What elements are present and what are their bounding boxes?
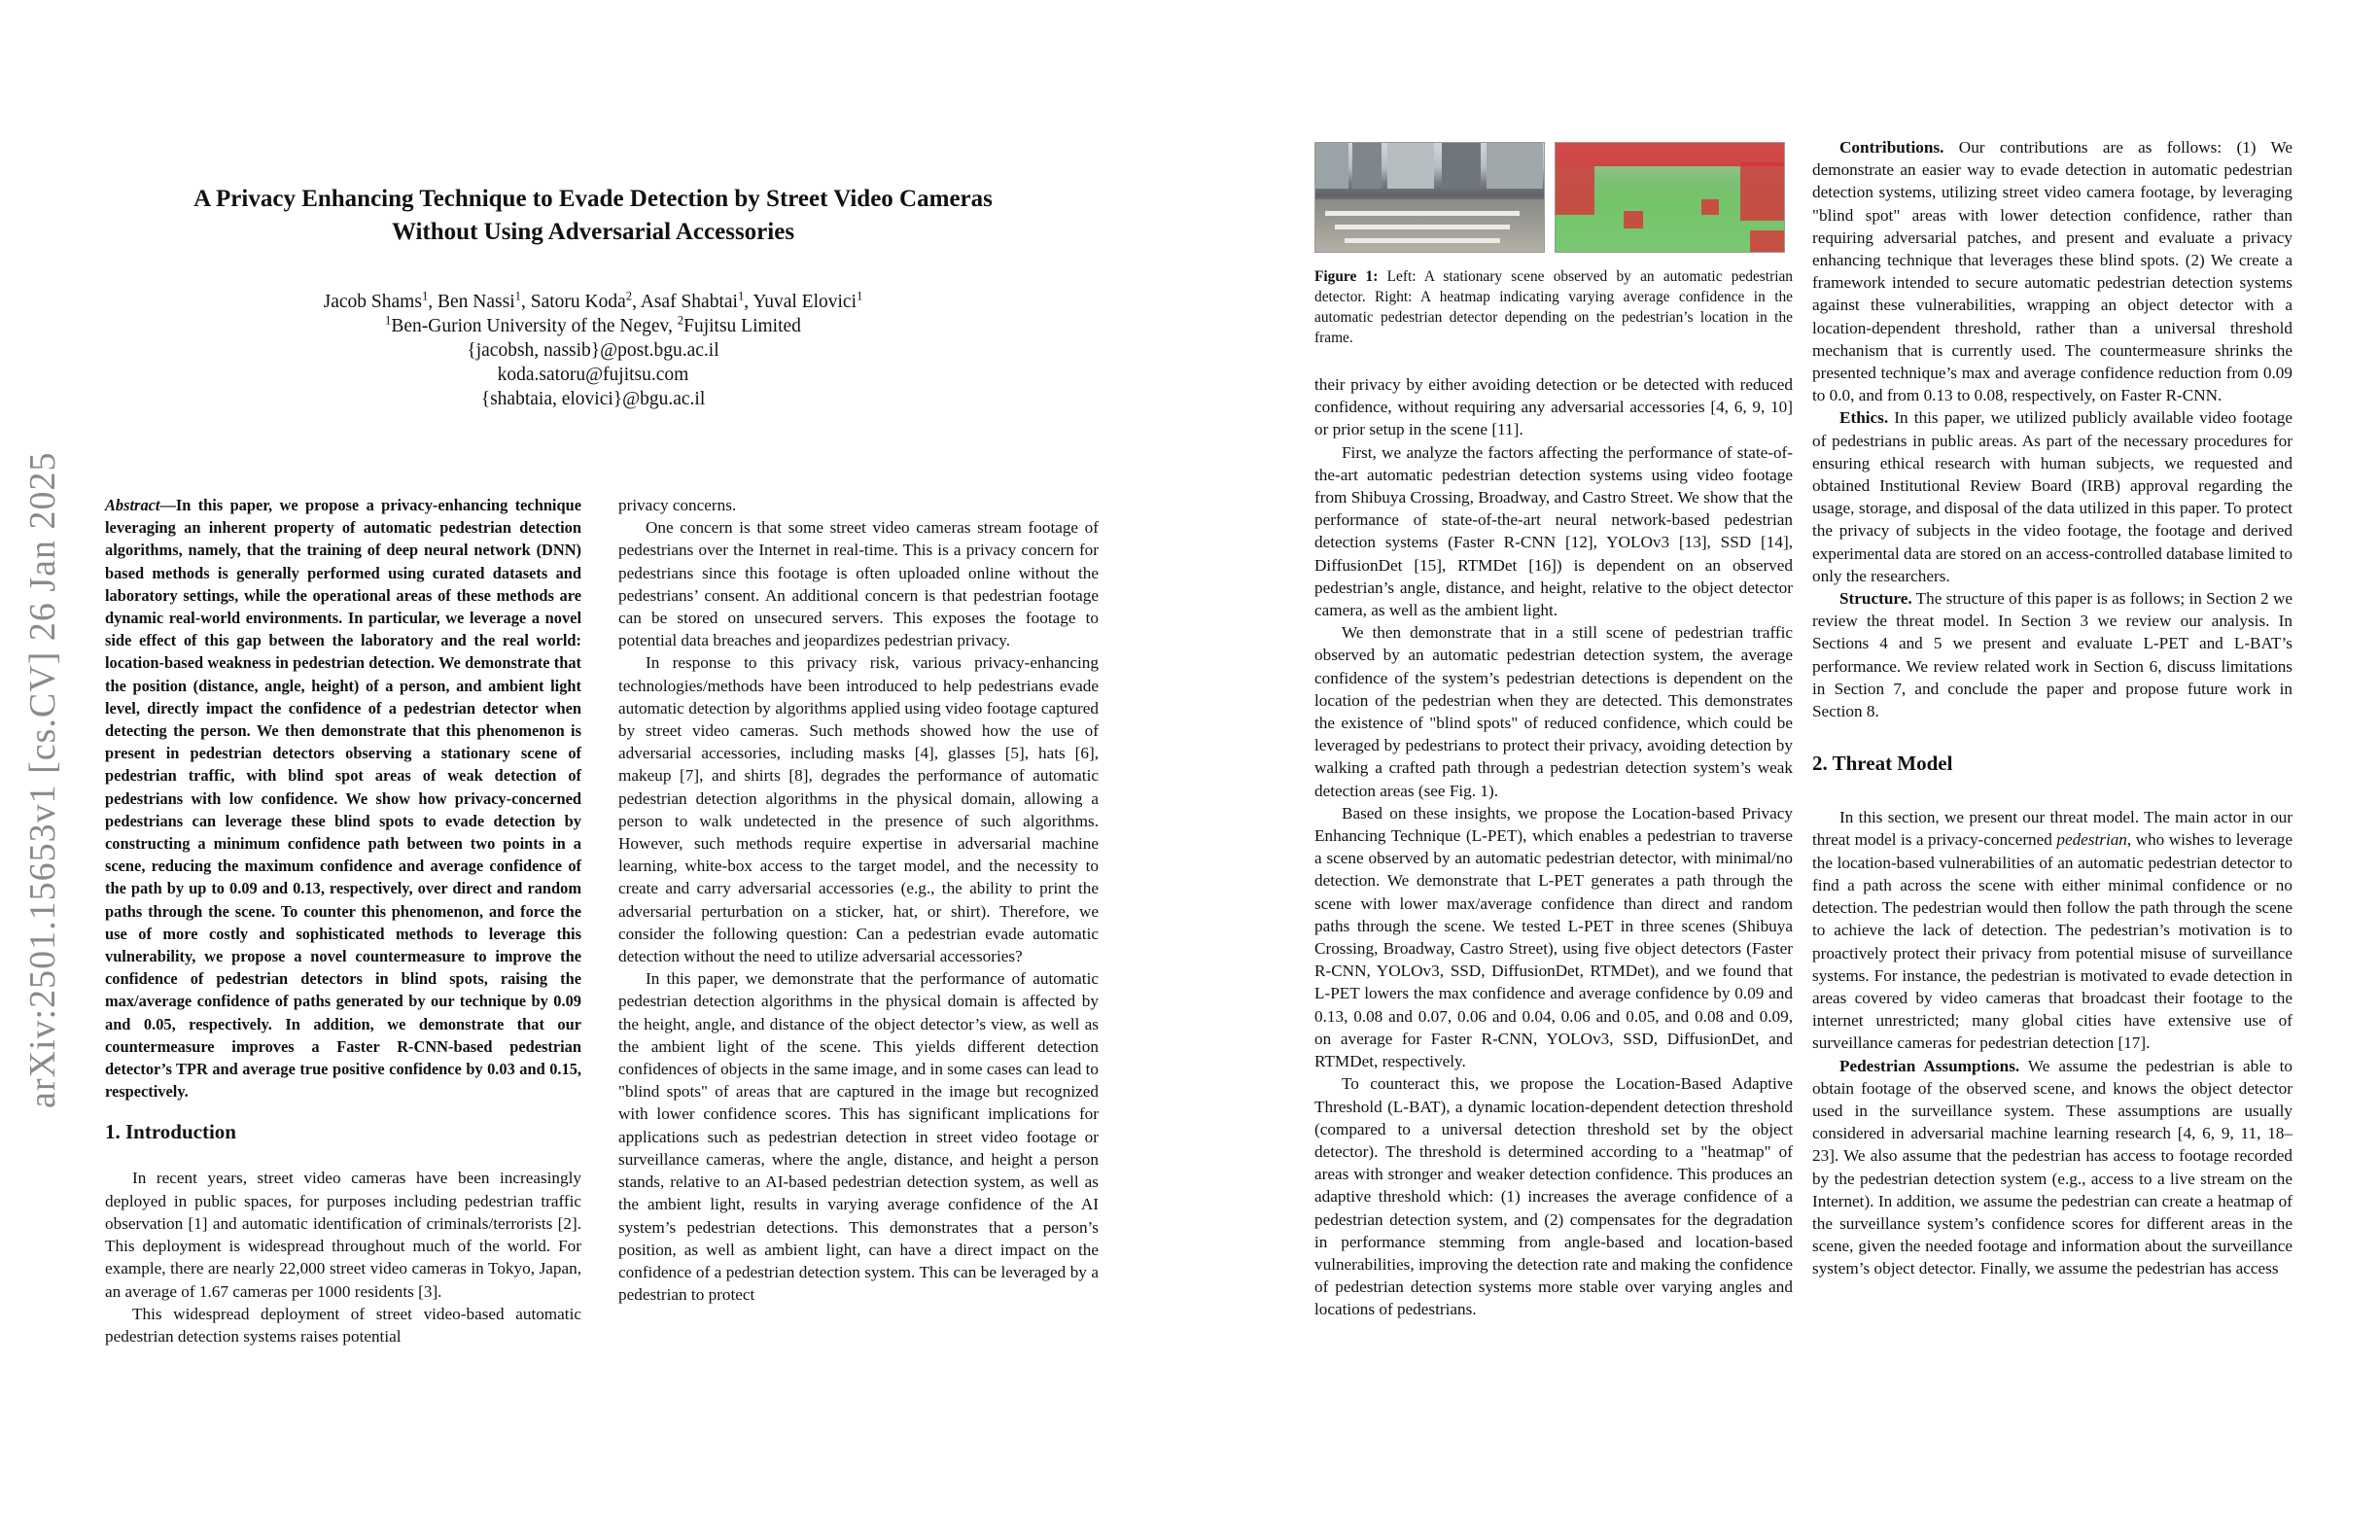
affiliation-number: 2 [677, 313, 684, 328]
title-line-1: A Privacy Enhancing Technique to Evade Detection by Street Video Cameras [193, 186, 993, 212]
paragraph-continuation: privacy concerns. [618, 496, 737, 514]
body-paragraph: We then demonstrate that in a still scene of pedestrian traffic observed by an automatic pedestrian detection system, the average confidence of the system’s pedestrian detections is dependent on the location of the pedestrian when they are detected. This demonstrates the existence of "blind spots" of reduced confidence, which could be leveraged by pedestrians to protect their privacy, avoiding detection by walking a crafted path through a pedestrian detection system’s weak detection areas (see Fig. 1). [1314, 623, 1793, 800]
paragraph-text: We assume the pedestrian is able to obtain footage of the observed scene, and knows the object detector used in the surveillance system. These assumptions are usually considered in adversarial machine learning research [4, 6, 9, 11, 18–23]. We also assume that the pedestrian has access to footage recorded by the pedestrian detection system (e.g., access to a live stream on the Internet). In addition, we assume the pedestrian can create a heatmap of the surveillance system’s confidence scores for different areas in the scene, given the needed footage and information about the surveillance system’s object detector. Finally, we assume the pedestrian has access [1812, 1056, 2292, 1278]
email-line: {jacobsh, nassib}@post.bgu.ac.il [467, 340, 719, 361]
author-name: Asaf Shabtai [640, 292, 738, 312]
assumptions-paragraph [1812, 1055, 2292, 1280]
figure-1-scene-image [1314, 142, 1545, 253]
body-paragraph: One concern is that some street video cameras stream footage of pedestrians over the Internet in real-time. This is a privacy concern for pedestrians since this footage is often uploaded online without the pedestrians’ consent. An additional concern is that pedestrian footage can be stored on unsecured servers. This exposes the footage to potential data breaches and jeopardizes pedestrian privacy. [618, 518, 1099, 650]
author-affiliation-mark: 1 [514, 289, 521, 303]
title-block [102, 183, 1084, 411]
author-affiliation-mark: 1 [421, 289, 429, 303]
arxiv-identifier: arXiv:2501.15653v1 [cs.CV] 26 Jan 2025 [22, 451, 63, 1108]
paragraph-text: The structure of this paper is as follows; in Section 2 we review the threat model. In Section 3 we review our analysis. In Sections 4 and 5 we present and evaluate L-PET and L-BAT’s performance. We review related work in Section 6, discuss limitations in Section 7, and conclude the paper and propose future work in Section 8. [1812, 589, 2292, 721]
runin-heading: Structure. [1839, 589, 1912, 609]
right-page [1190, 0, 2380, 1540]
column-3 [1314, 142, 1793, 1321]
affiliation-text: Fujitsu Limited [683, 316, 801, 336]
author-name: Jacob Shams [323, 292, 422, 312]
paragraph-continuation: their privacy by either avoiding detection or be detected with reduced confidence, without requiring any adversarial accessories [4, 6, 9, 10] or prior setup in the scene [11]. [1314, 375, 1793, 439]
body-paragraph: In this section, we present our threat model. The main actor in our threat model is a privacy-concerned pedestrian, who wishes to leverage the location-based vulnerabilities of an automatic pedestrian detector to find a path across the scene with either minimal confidence or no detection. The pedestrian would then follow the path through the scene to achieve the lack of detection. The pedestrian’s motivation is to proactively protect their privacy from potential misuse of surveillance systems. For instance, the pedestrian is motivated to evade detection in areas covered by video cameras that broadcast their footage to the internet unrestricted; many global cities have extensive use of surveillance cameras for pedestrian detection [17]. [1812, 808, 2292, 1053]
section-heading-threat-model: 2. Threat Model [1812, 752, 1953, 776]
abstract-label: Abstract [105, 496, 160, 514]
author-name: Yuval Elovici [752, 292, 858, 312]
author-affiliation-mark: 2 [625, 289, 633, 303]
section-heading-introduction: 1. Introduction [105, 1120, 236, 1144]
affiliation-text: Ben-Gurion University of the Negev, [391, 316, 678, 336]
figure-1-caption [1314, 266, 1793, 348]
runin-heading: Pedestrian Assumptions. [1839, 1056, 2020, 1075]
author-name: Satoru Koda [530, 292, 626, 312]
author-affiliation-mark: 1 [737, 289, 745, 303]
body-paragraph: Based on these insights, we propose the Location-based Privacy Enhancing Technique (L-PET), which enables a pedestrian to traverse a scene observed by an automatic pedestrian detector, with minimal/no detection. We demonstrate that L-PET generates a path through the scene with lower max/average confidence than direct and random paths through the scene. We tested L-PET in three scenes (Shibuya Crossing, Broadway, Castro Street), using five object detectors (Faster R-CNN, YOLOv3, SSD, DiffusionDet, RTMDet), and we found that L-PET lowers the max confidence and average confidence by 0.09 and 0.13, 0.08 and 0.07, 0.06 and 0.04, 0.06 and 0.05, and 0.08 and 0.09, on average for Faster R-CNN, YOLOv3, SSD, DiffusionDet, and RTMDet, respectively. [1314, 803, 1793, 1071]
column-1 [105, 494, 581, 1348]
column-2 [618, 494, 1099, 1306]
body-paragraph: In response to this privacy risk, various privacy-enhancing technologies/methods have been introduced to help pedestrians evade automatic detection by algorithms applied using video footage captured by street video cameras. Such methods showed how the use of adversarial accessories, including masks [4], glasses [5], hats [6], makeup [7], and shirts [8], degrades the performance of automatic pedestrian detection algorithms in the physical domain, allowing a person to walk undetected in the presence of such algorithms. However, such methods require expertise in adversarial machine learning, white-box access to the target model, and the necessity to create and carry adversarial accessories (e.g., the ability to print the adversarial perturbation on a sticker, hat, or shirt). Therefore, we consider the following question: Can a pedestrian evade automatic detection without the need to utilize adversarial accessories? [618, 653, 1099, 966]
email-line: {shabtaia, elovici}@bgu.ac.il [480, 389, 706, 409]
abstract-text: —In this paper, we propose a privacy-enhancing technique leveraging an inherent property of automatic pedestrian detection algorithms, namely, that the training of deep neural network (DNN) based methods is generally performed using curated datasets and laboratory settings, while the operational areas of these methods are dynamic real-world environments. In particular, we leverage a novel side effect of this gap between the laboratory and the real world: location-based weakness in pedestrian detection. We demonstrate that the position (distance, angle, height) of a person, and ambient light level, directly impact the confidence of a pedestrian detector when detecting the person. We then demonstrate that this phenomenon is present in pedestrian detectors observing a stationary scene of pedestrian traffic, with blind spot areas of weak detection of pedestrians with low confidence. We show how privacy-concerned pedestrians can leverage these blind spots to evade detection by constructing a minimum confidence path between two points in a scene, reducing the maximum confidence and average confidence of the path by up to 0.09 and 0.13, respectively, over direct and random paths through the scene. To counter this phenomenon, and force the use of more costly and sophisticated methods to leverage this vulnerability, we propose a novel countermeasure to improve the confidence of pedestrian detectors in blind spots, raising the max/average confidence of paths generated by our technique by 0.09 and 0.05, respectively. In addition, we demonstrate that our countermeasure improves a Faster R-CNN-based pedestrian detector’s TPR and average true positive confidence by 0.03 and 0.15, respectively. [105, 496, 581, 1102]
body-paragraph: In this paper, we demonstrate that the performance of automatic pedestrian detection algorithms in the physical domain is affected by the height, angle, and distance of the object detector’s view, as well as the ambient light of the scene. This yields different detection confidences of objects in the same image, and in some cases can lead to "blind spots" of areas that are captured in the image but recognized with lower confidence scores. This has significant implications for applications such as pedestrian detection in street video footage or surveillance cameras, where the angle, distance, and height a person stands, relative to an AI-based pedestrian detection system, as well as the ambient light, results in varying average confidence of the AI system’s pedestrian detections. This demonstrates that a person’s position, as well as ambient light, can have a direct impact on the confidence of a pedestrian detection system. This can be leveraged by a pedestrian to protect [618, 969, 1099, 1305]
email-line: koda.satoru@fujitsu.com [497, 365, 689, 385]
contributions-paragraph [1812, 136, 2292, 406]
author-name: Ben Nassi [438, 292, 515, 312]
runin-heading: Ethics. [1839, 408, 1889, 428]
affiliation-number: 1 [385, 313, 392, 328]
paragraph-text: In this paper, we utilized publicly available video footage of pedestrians in public areas. As part of the necessary procedures for ensuring ethical research with human subjects, we requested and obtained Institutional Review Board (IRB) approval regarding the usage, storage, and disposal of the data utilized in this paper. To protect the privacy of subjects in the video footage, the footage and derived experimental data are stored on an access-controlled database limited to only the researchers. [1812, 408, 2292, 585]
intro-paragraph: This widespread deployment of street video-based automatic pedestrian detection systems raises potential [105, 1304, 581, 1346]
author-block [102, 290, 1084, 411]
intro-paragraph: In recent years, street video cameras have been increasingly deployed in public spaces, for purposes including pedestrian traffic observation [1] and automatic identification of criminals/terrorists [2]. This deployment is widespread throughout much of the world. For example, there are nearly 22,000 street video cameras in Tokyo, Japan, an average of 1.67 cameras per 1000 residents [3]. [105, 1169, 581, 1301]
figure-caption-text: Left: A stationary scene observed by an automatic pedestrian detector. Right: A heatmap indicating varying average confidence in the automatic pedestrian detector depending on the pedestrian’s location in the frame. [1314, 268, 1794, 346]
body-paragraph: First, we analyze the factors affecting the performance of state-of-the-art automatic pedestrian detection systems using video footage from Shibuya Crossing, Broadway, and Castro Street. We show that the performance of state-of-the-art neural network-based pedestrian detection systems (Faster R-CNN [12], YOLOv3 [13], SSD [14], DiffusionDet [15], RTMDet [16]) is dependent on an observed pedestrian’s angle, distance, and height, relative to the object detector camera, as well as the ambient light. [1314, 442, 1793, 620]
author-names: Jacob Shams$^1$, Ben Nassi$^1$, Satoru Koda$^2$, Asaf Shabtai$^1$, Yuval Elovici$^1$ [323, 289, 863, 312]
figure-label: Figure 1: [1314, 268, 1379, 285]
paragraph-text: Our contributions are as follows: (1) We demonstrate an easier way to evade detection in automatic pedestrian detection systems, utilizing street video camera footage, by leveraging "blind spot" areas with lower detection confidence, rather than requiring adversarial patches, and present and evaluate a privacy enhancing technique that leverages these blind spots. (2) We create a framework intended to secure automatic pedestrian detection systems against these vulnerabilities, wrapping an object detector with a location-dependent threshold, rather than a universal threshold mechanism that is currently used. The countermeasure shrinks the presented technique’s max and average confidence reduction from 0.09 to 0.0, and from 0.13 to 0.08, respectively, on Faster R-CNN. [1812, 138, 2292, 405]
abstract [105, 494, 581, 1102]
body-paragraph: To counteract this, we propose the Location-Based Adaptive Threshold (L-BAT), a dynamic location-dependent detection threshold (compared to a universal detection threshold set by the object detector). The threshold is determined according to a "heatmap" of areas with stronger and weaker detection confidence. This produces an adaptive threshold which: (1) increases the average confidence of a pedestrian detection system, and (2) compensates for the degradation in performance stemming from angle-based and location-based vulnerabilities, improving the detection rate and making the confidence of pedestrian detection systems more stable over varying angles and locations of pedestrians. [1314, 1074, 1793, 1319]
runin-heading: Contributions. [1839, 138, 1944, 157]
figure-1-heatmap-image [1555, 142, 1785, 253]
figure-1 [1314, 142, 1793, 253]
emphasis: pedestrian [2056, 830, 2127, 850]
author-affiliation-mark: 1 [857, 289, 863, 303]
affiliations [102, 314, 1084, 338]
structure-paragraph [1812, 587, 2292, 722]
column-4 [1812, 136, 2292, 1280]
title-line-2: Without Using Adversarial Accessories [391, 219, 795, 245]
ethics-paragraph [1812, 406, 2292, 587]
paper-title [102, 183, 1084, 249]
